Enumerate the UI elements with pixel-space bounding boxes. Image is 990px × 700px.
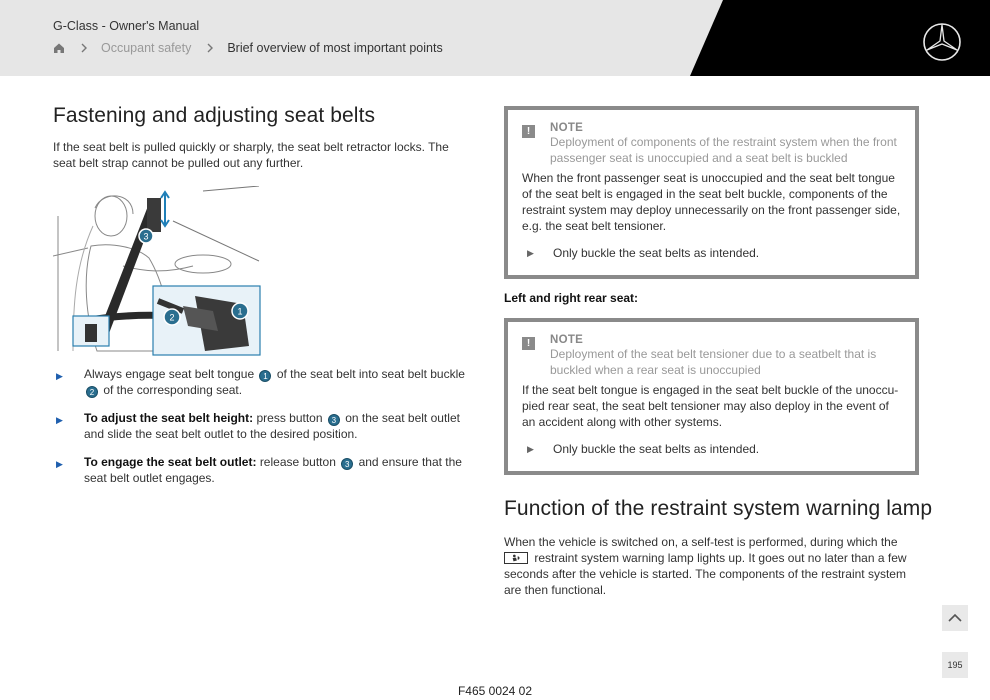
list-item: ▶ Always engage seat belt tongue 1 of the seat belt into seat belt buckle 2 of the corresponding seat. [56,367,465,397]
figure-code: F465 0024 02 [457,684,533,698]
app-title: G-Class - Owner's Manual [53,19,200,33]
callout-number: 3 [328,414,340,426]
note-label: NOTE [550,334,584,346]
note-subtitle: Deployment of components of the restraint system when the front passenger seat is unoccupied and a seat belt is buckled [550,135,897,165]
note-body: When the front passenger seat is unoccupied and the seat belt tongue of the seat belt is engaged in the seat belt buckle, components of the restraint system may deploy unnecessarily on the front passenger side, e.g. the seat belt tensioner. [522,171,901,233]
triangle-right-icon: ▶ [56,459,63,469]
note-body: If the seat belt tongue is engaged in the seat belt buckle of the unoccu-pied rear seat, the seat belt tensioner may also deploy in the event of an accident along with other systems. [522,383,899,429]
note-label: NOTE [550,122,584,134]
exclamation-icon: ! [522,337,535,350]
scroll-to-top-button[interactable] [942,605,968,631]
triangle-right-icon: ▶ [56,415,63,425]
triangle-right-icon: ▶ [527,444,534,454]
callout-number: 1 [259,370,271,382]
figure-callout-2: 2 [169,312,175,323]
seat-belt-illustration [53,186,261,356]
lamp-section-title: Function of the restraint system warning lamp [504,497,933,520]
intro-paragraph: If the seat belt is pulled quickly or sharply, the seat belt retractor locks. The seat belt strap cannot be pulled out any further. [53,140,449,170]
list-item: ▶ To adjust the seat belt height: press button 3 on the seat belt outlet and slide the seat belt outlet to the desired position. [56,411,460,441]
triangle-right-icon: ▶ [56,371,63,381]
note-action: ▶ Only buckle the seat belts as intended. [522,442,901,456]
mercedes-star-logo[interactable] [922,22,962,62]
chevron-right-icon [205,42,215,54]
callout-number: 2 [86,386,98,398]
figure-callout-3: 3 [143,231,149,242]
triangle-right-icon: ▶ [527,248,534,258]
breadcrumb [53,41,443,55]
list-item: ▶ To engage the seat belt outlet: release button 3 and ensure that the seat belt outlet engages. [56,455,462,485]
note-box-rear-seat [504,318,919,475]
restraint-warning-lamp-icon [504,552,528,564]
breadcrumb-item-current: Brief overview of most important points [227,41,443,55]
section-title: Fastening and adjusting seat belts [53,104,376,127]
exclamation-icon: ! [522,125,535,138]
callout-number: 3 [341,458,353,470]
home-icon[interactable] [53,42,65,54]
note-subtitle: Deployment of the seat belt tensioner due to a seatbelt that is buckled when a rear seat is unoccupied [550,347,877,377]
page-number-button[interactable]: 195 [942,652,968,678]
note-action: ▶ Only buckle the seat belts as intended. [522,246,901,260]
chevron-right-icon [79,42,89,54]
header-bar [0,0,990,76]
figure-callout-1: 1 [237,306,243,317]
note-box-front-passenger [504,106,919,279]
breadcrumb-item-occupant-safety[interactable]: Occupant safety [101,41,192,55]
instruction-list [56,366,466,498]
rear-seat-heading: Left and right rear seat: [504,291,639,305]
seat-belt-section [53,104,463,171]
chevron-up-icon [948,613,962,623]
lamp-paragraph: When the vehicle is switched on, a self-test is performed, during which the restraint system warning lamp lights up. It goes out no later than a few seconds after the vehicle is started. The components of the restraint system are then functional. [504,535,907,597]
